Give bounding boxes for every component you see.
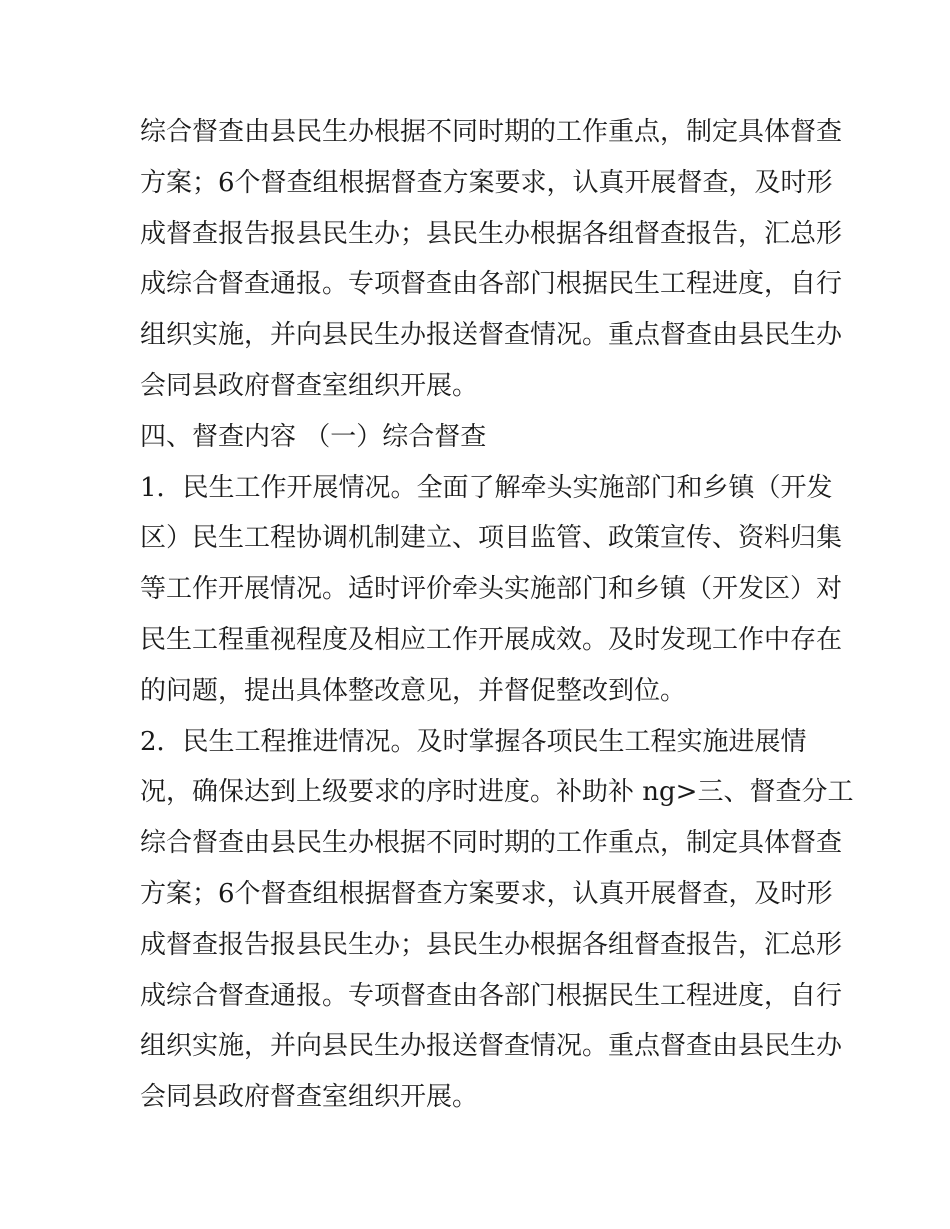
section-heading: 四、督查内容 （一）综合督查 xyxy=(140,421,487,452)
text-line: 况，确保达到上级要求的序时进度。补助补 ng>三、督查分工 xyxy=(140,777,854,808)
text-line: 组织实施，并向县民生办报送督查情况。重点督查由县民生办 xyxy=(140,1031,843,1062)
text-line: 成综合督查通报。专项督查由各部门根据民生工程进度，自行 xyxy=(140,980,843,1011)
text-line: 1．民生工作开展情况。全面了解牵头实施部门和乡镇（开发 xyxy=(140,472,833,503)
text-line: 方案；6个督查组根据督查方案要求，认真开展督查，及时形 xyxy=(140,167,833,198)
text-line: 会同县政府督查室组织开展。 xyxy=(140,370,479,401)
text-line: 会同县政府督查室组织开展。 xyxy=(140,1082,479,1113)
text-line: 成综合督查通报。专项督查由各部门根据民生工程进度，自行 xyxy=(140,269,843,300)
text-line: 成督查报告报县民生办；县民生办根据各组督查报告，汇总形 xyxy=(140,929,843,960)
text-line: 民生工程重视程度及相应工作开展成效。及时发现工作中存在 xyxy=(140,624,843,655)
text-line: 等工作开展情况。适时评价牵头实施部门和乡镇（开发区）对 xyxy=(140,574,843,605)
text-line: 方案；6个督查组根据督查方案要求，认真开展督查，及时形 xyxy=(140,878,833,909)
text-line: 2．民生工程推进情况。及时掌握各项民生工程实施进展情 xyxy=(140,726,807,757)
text-line: 组织实施，并向县民生办报送督查情况。重点督查由县民生办 xyxy=(140,320,843,351)
text-line: 的问题，提出具体整改意见，并督促整改到位。 xyxy=(140,675,687,706)
text-line: 综合督查由县民生办根据不同时期的工作重点，制定具体督查 xyxy=(140,828,843,859)
body-text xyxy=(140,107,854,1123)
text-line: 综合督查由县民生办根据不同时期的工作重点，制定具体督查 xyxy=(140,117,843,147)
text-line: 成督查报告报县民生办；县民生办根据各组督查报告，汇总形 xyxy=(140,218,843,249)
text-line: 区）民生工程协调机制建立、项目监管、政策宣传、资料归集 xyxy=(140,523,843,554)
